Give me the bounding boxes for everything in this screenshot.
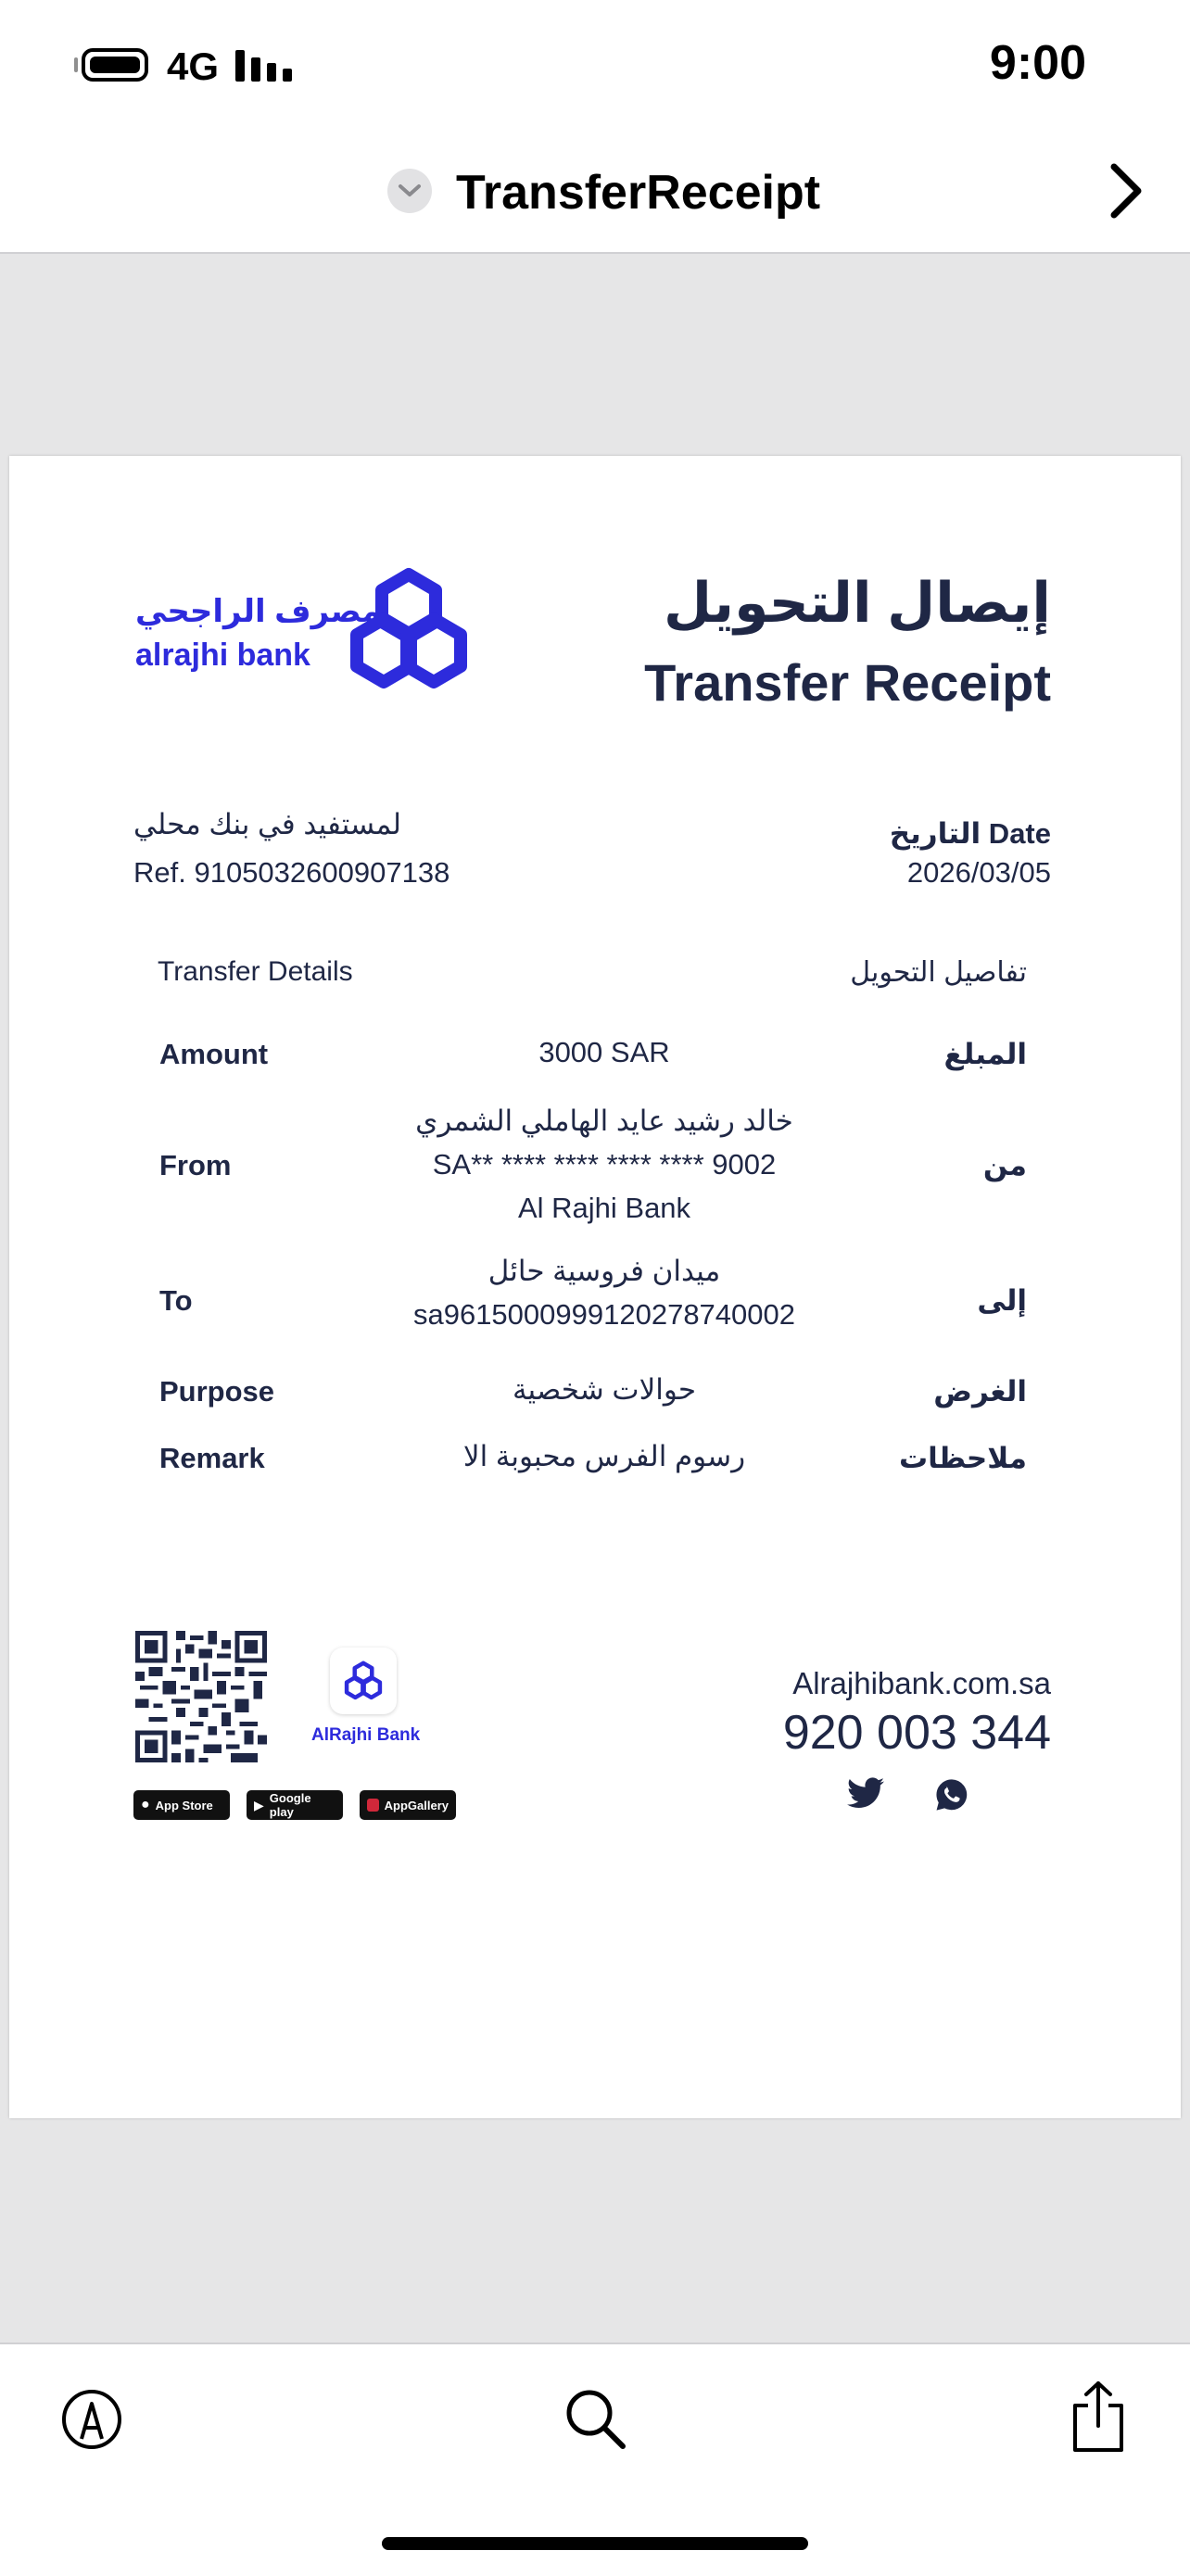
purpose-label-arabic: الغرض [933, 1375, 1027, 1408]
search-icon[interactable] [562, 2385, 628, 2452]
to-value [287, 1249, 921, 1336]
document-title[interactable]: TransferReceipt [456, 166, 821, 220]
signal-bars-icon [235, 50, 292, 82]
to-label: To [159, 1284, 193, 1317]
transfer-type: لمستفيد في بنك محلي [133, 808, 402, 840]
app-name: AlRajhi Bank [311, 1725, 421, 1745]
qr-code [135, 1631, 267, 1762]
chevron-right-icon[interactable] [1097, 158, 1153, 224]
share-icon[interactable] [1068, 2380, 1129, 2454]
apple-icon: ● [141, 1797, 150, 1812]
bank-logo-text: alrajhi bank [135, 638, 310, 673]
huawei-icon [367, 1799, 379, 1812]
sender-bank: Al Rajhi Bank [517, 1192, 691, 1224]
bank-logo-arabic: مصرف الراجحي [135, 594, 382, 629]
reference-number: Ref. 9105032600907138 [133, 856, 450, 889]
bank-phone: 920 003 344 [782, 1706, 1051, 1760]
status-time: 9:00 [989, 36, 1086, 90]
app-gallery-badge: AppGallery [360, 1790, 456, 1820]
purpose-label: Purpose [159, 1375, 275, 1408]
app-store-badge: ● App Store [133, 1790, 230, 1820]
remark-label-arabic: ملاحظات [898, 1442, 1027, 1474]
receipt-page [9, 456, 1181, 2118]
amount-value: 3000 SAR [538, 1036, 670, 1068]
network-type: 4G [167, 44, 220, 88]
from-label-arabic: من [982, 1149, 1027, 1181]
google-play-badge: ▶ Google play [247, 1790, 343, 1820]
status-bar [0, 0, 1190, 130]
receipt-title: Transfer Receipt [644, 653, 1051, 712]
details-heading-arabic: تفاصيل التحويل [850, 957, 1027, 988]
battery-cap [74, 57, 78, 72]
amount-label-arabic: المبلغ [943, 1038, 1027, 1070]
sender-name: خالد رشيد عايد الهاملي الشمري [415, 1105, 793, 1137]
date-label: التاريخ Date [889, 817, 1051, 850]
bank-logo-icon [339, 567, 478, 693]
to-label-arabic: إلى [977, 1284, 1027, 1317]
sender-account: SA** **** **** **** **** 9002 [432, 1148, 777, 1181]
amount-label: Amount [159, 1038, 269, 1070]
beneficiary-name: ميدان فروسية حائل [487, 1255, 721, 1287]
markup-icon[interactable] [59, 2387, 124, 2452]
remark-value: رسوم الفرس محبوبة الا [462, 1440, 746, 1472]
date-value: 2026/03/05 [906, 856, 1051, 889]
whatsapp-icon [934, 1777, 969, 1812]
details-heading: Transfer Details [158, 956, 353, 987]
home-indicator[interactable] [382, 2537, 808, 2550]
receipt-title-arabic: إيصال التحويل [663, 572, 1051, 634]
beneficiary-iban: sa9615000999120278740002 [412, 1298, 796, 1331]
remark-label: Remark [159, 1442, 265, 1474]
from-value [287, 1099, 921, 1230]
purpose-value: حوالات شخصية [512, 1373, 697, 1406]
twitter-icon [847, 1777, 884, 1809]
app-icon [330, 1648, 397, 1714]
from-label: From [159, 1149, 232, 1181]
battery-icon [82, 48, 148, 82]
chevron-down-icon[interactable] [387, 169, 432, 213]
bank-website: Alrajhibank.com.sa [792, 1666, 1051, 1700]
play-icon: ▶ [254, 1797, 264, 1812]
